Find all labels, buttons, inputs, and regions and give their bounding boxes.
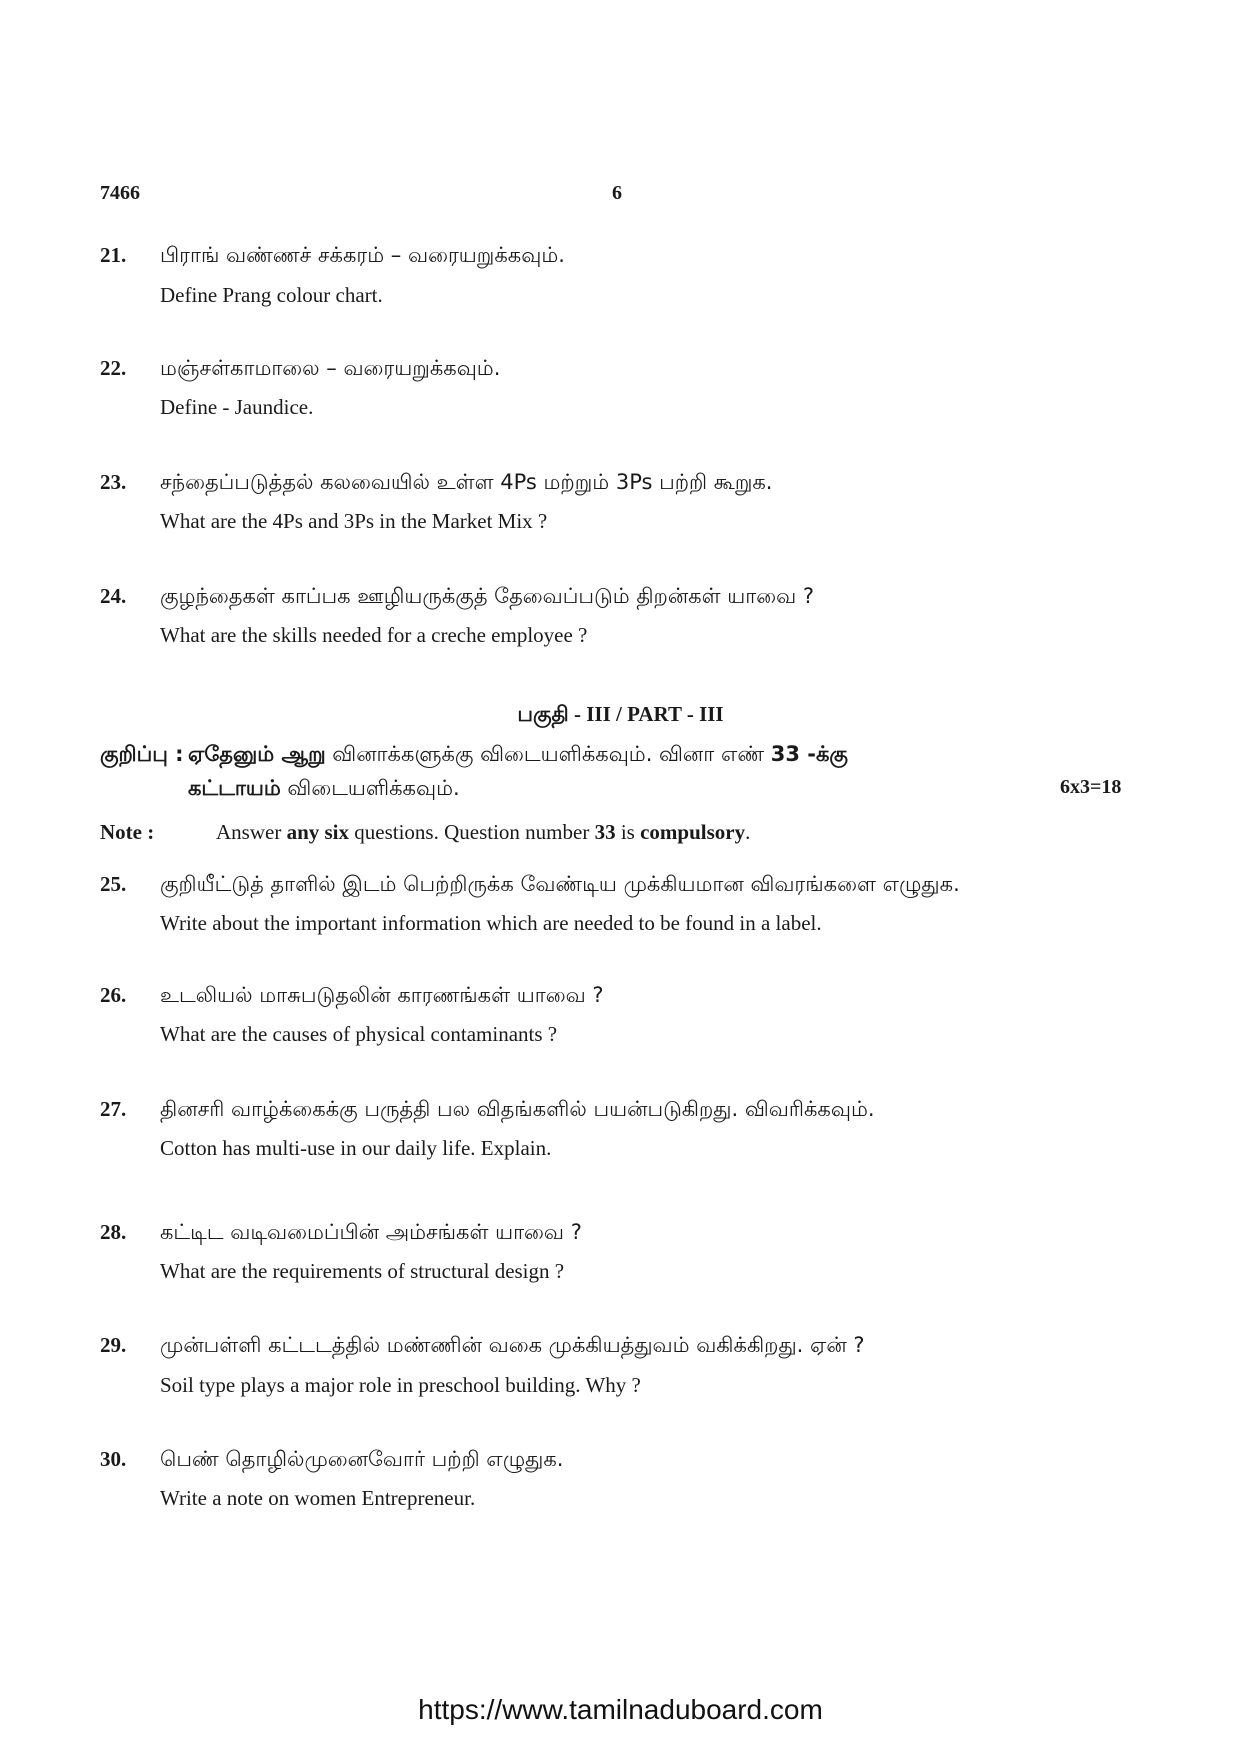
note-english-mid: questions. Question number bbox=[349, 820, 595, 844]
note-tamil-label: குறிப்பு : bbox=[100, 742, 184, 766]
note-english-end: . bbox=[745, 820, 751, 844]
question-english: Write about the important information which are needed to be found in a label. bbox=[160, 911, 822, 935]
question-english: What are the causes of physical contaminants ? bbox=[160, 1022, 558, 1046]
question-number: 30. bbox=[100, 1447, 127, 1471]
question-tamil: சந்தைப்படுத்தல் கலவையில் உள்ள 4Ps மற்றும் 3Ps பற்றி கூறுக. bbox=[160, 470, 773, 494]
question-tamil: பெண் தொழில்முனைவோர் பற்றி எழுதுக. bbox=[160, 1447, 564, 1471]
question-english: Define Prang colour chart. bbox=[160, 283, 383, 307]
question-number: 24. bbox=[100, 584, 127, 608]
question-number: 22. bbox=[100, 356, 127, 380]
question-english: Soil type plays a major role in preschool building. Why ? bbox=[160, 1373, 641, 1397]
question-tamil: கட்டிட வடிவமைப்பின் அம்சங்கள் யாவை ? bbox=[160, 1220, 582, 1244]
note-english-emphasis-2: 33 bbox=[594, 820, 616, 844]
marks-scheme: 6x3=18 bbox=[1060, 776, 1122, 798]
question-number: 26. bbox=[100, 983, 127, 1007]
question-number: 27. bbox=[100, 1097, 127, 1121]
note-tamil-line-2 bbox=[188, 776, 460, 803]
question-english: Write a note on women Entrepreneur. bbox=[160, 1486, 476, 1510]
note-english-pre: Answer bbox=[216, 820, 287, 844]
note-tamil-emphasis-3: கட்டாயம் bbox=[188, 776, 281, 800]
question-tamil: தினசரி வாழ்க்கைக்கு பருத்தி பல விதங்களில் பயன்படுகிறது. விவரிக்கவும். bbox=[160, 1097, 875, 1121]
question-english: What are the requirements of structural design ? bbox=[160, 1259, 565, 1283]
question-tamil: முன்பள்ளி கட்டடத்தில் மண்ணின் வகை முக்கியத்துவம் வகிக்கிறது. ஏன் ? bbox=[160, 1333, 865, 1357]
question-english: Define - Jaundice. bbox=[160, 395, 314, 419]
note-english-emphasis-3: compulsory bbox=[640, 820, 746, 844]
paper-code: 7466 bbox=[100, 182, 140, 204]
note-tamil-emphasis-1: ஏதேனும் ஆறு bbox=[188, 742, 326, 766]
note-english-text bbox=[216, 820, 750, 845]
question-english: Cotton has multi-use in our daily life. Explain. bbox=[160, 1136, 552, 1160]
note-tamil-text-1: வினாக்களுக்கு விடையளிக்கவும். வினா எண் bbox=[325, 742, 771, 766]
note-english-emphasis-1: any six bbox=[286, 820, 350, 844]
question-tamil: குழந்தைகள் காப்பக ஊழியருக்குத் தேவைப்படும் திறன்கள் யாவை ? bbox=[160, 584, 815, 608]
question-number: 29. bbox=[100, 1333, 127, 1357]
question-tamil: பிராங் வண்ணச் சக்கரம் – வரையறுக்கவும். bbox=[160, 243, 565, 267]
question-number: 28. bbox=[100, 1220, 127, 1244]
note-tamil-text-2: விடையளிக்கவும். bbox=[280, 776, 460, 800]
note-english-mid2: is bbox=[615, 820, 641, 844]
note-english-label: Note : bbox=[100, 820, 155, 844]
question-tamil: மஞ்சள்காமாலை – வரையறுக்கவும். bbox=[160, 356, 501, 380]
question-tamil: உடலியல் மாசுபடுதலின் காரணங்கள் யாவை ? bbox=[160, 983, 604, 1007]
part-title: பகுதி - III / PART - III bbox=[517, 702, 724, 726]
question-english: What are the 4Ps and 3Ps in the Market Mix ? bbox=[160, 509, 548, 533]
question-tamil: குறியீட்டுத் தாளில் இடம் பெற்றிருக்க வேண்டிய முக்கியமான விவரங்களை எழுதுக. bbox=[160, 872, 960, 896]
question-number: 21. bbox=[100, 243, 127, 267]
question-english: What are the skills needed for a creche employee ? bbox=[160, 623, 588, 647]
question-number: 25. bbox=[100, 872, 127, 896]
note-tamil-line-1 bbox=[188, 742, 848, 769]
footer-url: https://www.tamilnaduboard.com bbox=[418, 1694, 823, 1725]
note-tamil-emphasis-2: 33 -க்கு bbox=[770, 742, 848, 766]
page-number: 6 bbox=[612, 182, 622, 204]
question-number: 23. bbox=[100, 470, 127, 494]
